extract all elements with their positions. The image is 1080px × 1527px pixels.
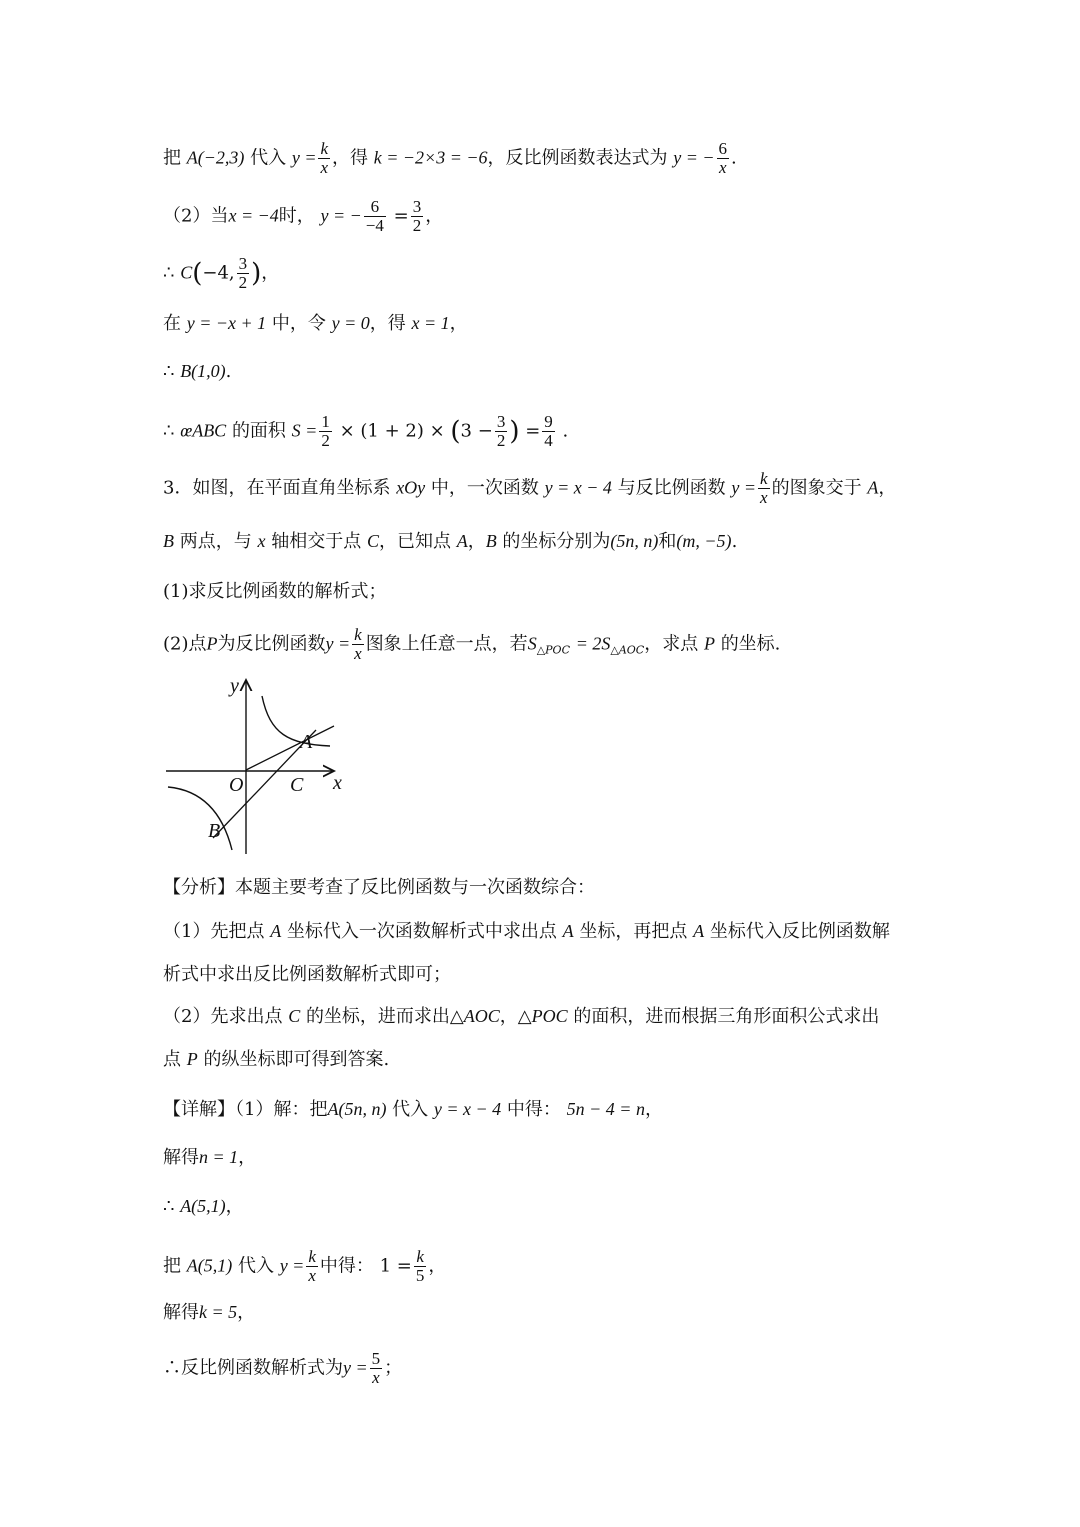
detail-line-1: 【详解】（1）解：把A(5n, n) 代入 y = x − 4 中得： 5n − 4 = n，: [163, 1099, 663, 1120]
label-b: B: [208, 820, 221, 842]
fraction-6-over-neg4: $\frac{6}{-4}$: [365, 197, 384, 235]
analysis-line-2: 析式中求出反比例函数解析式即可；: [163, 964, 451, 985]
fraction-k-over-5: $\frac{k}{5}$: [415, 1247, 425, 1285]
solution-line-2: （2）当x = −4时， y = − $\frac{6}{-4}$ = $\frac{3}{2}$ ，: [163, 197, 444, 235]
coordinate-figure: [160, 672, 360, 862]
fraction-9-over-4: $\frac{9}{4}$: [544, 412, 553, 450]
label-o: O: [229, 774, 244, 796]
hyperbola-branch-1: [262, 696, 330, 746]
detail-line-4: 把 A(5,1) 代入 y = $\frac{k}{x}$ 中得： 1 = $\frac{k}{5}$ ，: [163, 1247, 447, 1285]
solution-line-4: 在 y = −x + 1 中，令 y = 0，得 x = 1，: [163, 313, 468, 334]
analysis-line-4: 点 P 的纵坐标即可得到答案.: [163, 1049, 390, 1070]
solution-line-3: ∴ C(−4, $\frac{3}{2}$ )，: [163, 254, 280, 292]
fraction-6-over-x: $\frac{6}{x}$: [718, 139, 728, 177]
label-y: y: [230, 675, 239, 697]
solution-line-5: ∴ B(1,0).: [163, 361, 232, 382]
problem-3-line-2: B 两点，与 x 轴相交于点 C，已知点 A，B 的坐标分别为(5n, n)和(m, −5).: [163, 531, 738, 552]
detail-line-2: 解得n = 1，: [163, 1147, 257, 1168]
fraction-3-over-2: $\frac{3}{2}$: [238, 254, 248, 292]
detail-line-5: 解得k = 5，: [163, 1302, 256, 1323]
fraction-k-over-x: $\frac{k}{x}$: [760, 469, 768, 507]
problem-3-part-1: (1)求反比例函数的解析式；: [163, 581, 387, 602]
label-a: A: [300, 731, 313, 753]
fraction-5-over-x: $\frac{5}{x}$: [371, 1349, 381, 1387]
fraction-3-over-2: $\frac{3}{2}$: [412, 197, 422, 235]
problem-3-part-2: (2)点P为反比例函数y = $\frac{k}{x}$ 图象上任意一点，若$S_{\triangle POC} = 2S_{\triangle AOC}$，求点 P 的坐标.: [163, 625, 781, 663]
fraction-k-over-x: $\frac{k}{x}$: [354, 625, 362, 663]
fraction-3-over-2: $\frac{3}{2}$: [496, 412, 506, 450]
solution-line-6: ∴ œABC 的面积 S = $\frac{1}{2}$ × (1 + 2) × (3 − $\frac{3}{2}$ ) = $\frac{9}{4}$ .: [163, 412, 569, 450]
fraction-k-over-x: $\frac{k}{x}$: [320, 139, 329, 177]
solution-line-1: 把 A(−2,3) 代入 y = $\frac{k}{x}$ ，得 k = −2×3 = −6，反比例函数表达式为 y = − $\frac{6}{x}$ .: [163, 139, 737, 177]
label-x: x: [333, 772, 342, 794]
line-oa: [246, 726, 334, 770]
hyperbola-branch-2: [168, 787, 232, 850]
fraction-k-over-x: $\frac{k}{x}$: [308, 1247, 316, 1285]
analysis-heading: 【分析】本题主要考查了反比例函数与一次函数综合：: [163, 877, 595, 898]
analysis-line-1: （1）先把点 A 坐标代入一次函数解析式中求出点 A 坐标，再把点 A 坐标代入反比例函数解: [163, 921, 890, 942]
analysis-line-3: （2）先求出点 C 的坐标，进而求出△AOC，△POC 的面积，进而根据三角形面积公式求出: [163, 1006, 880, 1027]
detail-line-6: ∴反比例函数解析式为y = $\frac{5}{x}$ ；: [163, 1349, 403, 1387]
detail-line-3: ∴ A(5,1)，: [163, 1196, 244, 1217]
fraction-1-over-2: $\frac{1}{2}$: [321, 412, 330, 450]
problem-3-line-1: 3．如图，在平面直角坐标系 xOy 中，一次函数 y = x − 4 与反比例函数 y = $\frac{k}{x}$ 的图象交于 A，: [163, 469, 897, 507]
label-c: C: [290, 774, 304, 796]
